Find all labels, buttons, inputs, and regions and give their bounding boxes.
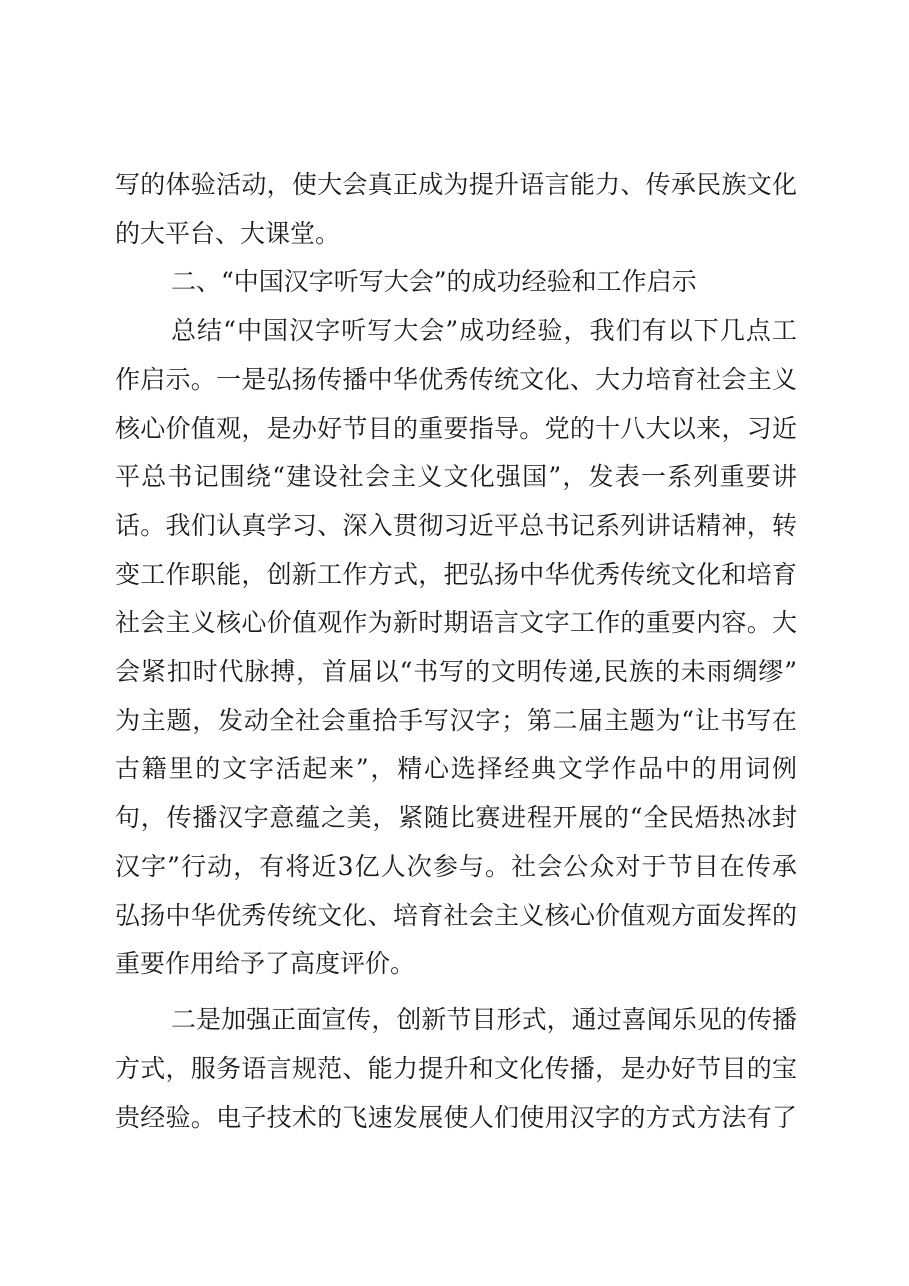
text-line: 重要作用给予了高度评价。 [115,949,416,978]
text-line: 的大平台、大课堂。 [115,219,341,248]
text-line: 句，传播汉字意蕴之美，紧随比赛进程开展的“全民焐热冰封 [115,803,797,832]
text-line: 方式，服务语言规范、能力提升和文化传播，是办好节目的宝 [115,1054,797,1083]
text-line: 社会主义核心价值观作为新时期语言文字工作的重要内容。大 [115,608,797,637]
text-line: 平总书记围绕“建设社会主义文化强国”，发表一系列重要讲 [115,462,797,491]
text-line: 贵经验。电子技术的飞速发展使人们使用汉字的方式方法有了 [115,1103,797,1132]
text-line: 为主题，发动全社会重拾手写汉字；第二届主题为“让书写在 [115,706,797,735]
text-line: 二是加强正面宣传，创新节目形式，通过喜闻乐见的传播 [171,1005,797,1034]
text-line: 话。我们认真学习、深入贯彻习近平总书记系列讲话精神，转 [115,511,797,540]
text-line: 总结“中国汉字听写大会”成功经验，我们有以下几点工 [171,316,797,345]
text-line: 汉字”行动，有将近3亿人次参与。社会公众对于节目在传承 [115,852,797,881]
section-heading: 二、“中国汉字听写大会”的成功经验和工作启示 [171,267,697,296]
text-line: 变工作职能，创新工作方式，把弘扬中华优秀传统文化和培育 [115,560,797,589]
text-line: 会紧扣时代脉搏，首届以“书写的文明传递,民族的未雨绸缪” [115,657,797,686]
text-line: 弘扬中华优秀传统文化、培育社会主义核心价值观方面发挥的 [115,901,797,930]
text-line: 核心价值观，是办好节目的重要指导。党的十八大以来，习近 [115,414,797,443]
text-line: 作启示。一是弘扬传播中华优秀传统文化、大力培育社会主义 [115,365,797,394]
text-line: 写的体验活动，使大会真正成为提升语言能力、传承民族文化 [115,170,797,199]
text-line: 古籍里的文字活起来”，精心选择经典文学作品中的用词例 [115,754,797,783]
